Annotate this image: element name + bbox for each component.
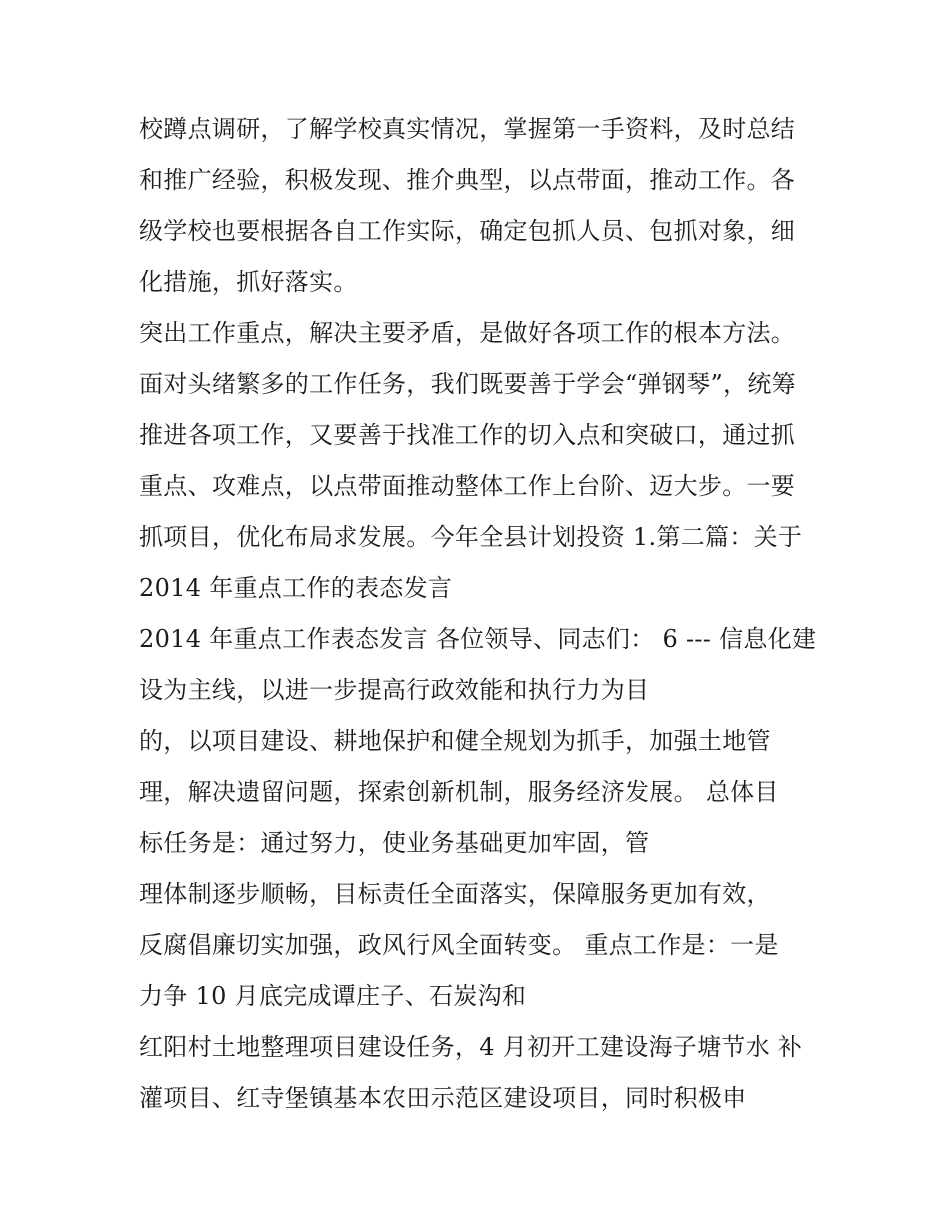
text-line: 化措施，抓好落实。	[139, 268, 358, 296]
text-line: 红阳村土地整理项目建设任务，4 月初开工建设海子塘节水 补	[139, 1033, 803, 1061]
text-line: 推进各项工作，又要善于找准工作的切入点和突破口，通过抓	[139, 421, 796, 449]
text-line: 突出工作重点，解决主要矛盾，是做好各项工作的根本方法。	[139, 319, 796, 347]
document-body	[139, 104, 819, 1124]
text-line: 灌项目、红寺堡镇基本农田示范区建设项目，同时积极申	[139, 1084, 747, 1112]
text-line: 2014 年重点工作表态发言 各位领导、同志们： 6 --- 信息化建	[139, 625, 817, 653]
text-line: 理体制逐步顺畅，目标责任全面落实，保障服务更加有效，	[139, 880, 771, 908]
text-line: 标任务是：通过努力，使业务基础更加牢固，管	[139, 829, 650, 857]
text-line: 的，以项目建设、耕地保护和健全规划为抓手，加强土地管	[139, 727, 771, 755]
text-line: 面对头绪繁多的工作任务，我们既要善于学会“弹钢琴”，统筹	[139, 370, 796, 398]
text-line: 级学校也要根据各自工作实际，确定包抓人员、包抓对象，细	[139, 217, 796, 245]
text-line: 设为主线，以进一步提高行政效能和执行力为目	[139, 676, 650, 704]
text-line: 校蹲点调研，了解学校真实情况，掌握第一手资料，及时总结	[139, 115, 796, 143]
text-line: 力争 10 月底完成谭庄子、石炭沟和	[139, 982, 527, 1010]
text-line: 反腐倡廉切实加强，政风行风全面转变。 重点工作是：一是	[139, 931, 779, 959]
text-line: 理，解决遗留问题，探索创新机制，服务经济发展。 总体目	[139, 778, 779, 806]
text-line: 和推广经验，积极发现、推介典型，以点带面，推动工作。各	[139, 166, 796, 194]
text-line: 2014 年重点工作的表态发言	[139, 574, 453, 602]
text-line: 抓项目，优化布局求发展。今年全县计划投资 1.第二篇：关于	[139, 523, 803, 551]
text-line: 重点、攻难点，以点带面推动整体工作上台阶、迈大步。一要	[139, 472, 796, 500]
